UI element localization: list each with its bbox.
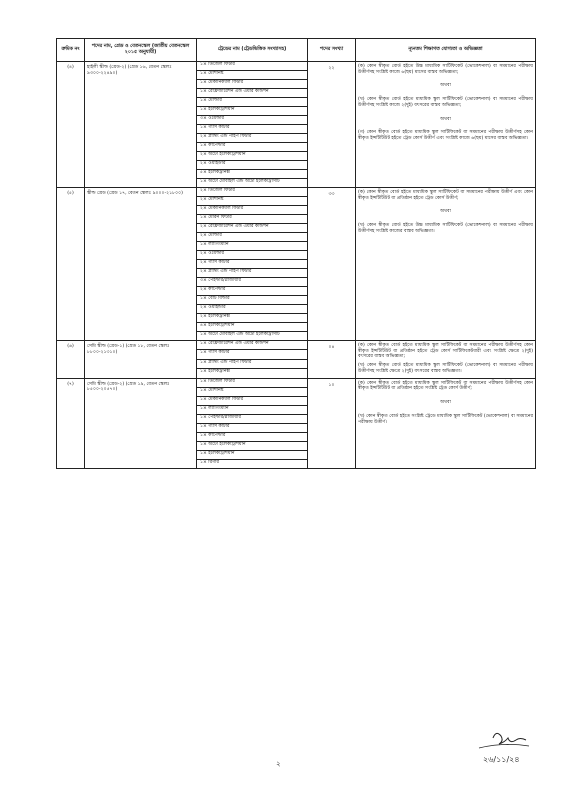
trade-cell: ১× ল্যাগিংম্যান <box>197 405 308 414</box>
post-cell: হাইলী স্কীল্ড (গ্রেড-২) (গ্রেড ১৬, বেতন স্কেলঃ ৯৩০০-২২৪৯০) <box>85 62 197 188</box>
trade-cell: ১× ইলেকট্রিশিয়ান <box>197 450 308 459</box>
trade-cell: ২× অটো ইলেকট্রিশিয়ান <box>197 152 308 161</box>
qualification-text: (ক) কোন স্বীকৃত বোর্ড হইতে মাধ্যমিক স্কুল সার্টিফিকেট বা সমমানের পরীক্ষায় উত্তীর্ণসহ কোন স্বীকৃত ইন্সটিটিউট বা প্রতিষ্ঠান হইতে সংশ্লিষ্ট ট্রেড কোর্স উত্তীর্ণ; <box>358 380 533 392</box>
table-row <box>57 62 536 71</box>
trade-cell: ২× মেশিনিষ্ট <box>197 197 308 206</box>
table-row <box>57 378 536 387</box>
trade-cell: ২× কার্পেন্টার <box>197 287 308 296</box>
trade-cell: ১× পেইন্টার/গ্লাজীয়ার <box>197 414 308 423</box>
trade-cell: ১× ডিজেল ফিটার <box>197 378 308 387</box>
header-row <box>57 39 536 62</box>
trade-cell: ১× কার্পেন্টার <box>197 143 308 152</box>
trade-cell: ১× কার্পেন্টার <box>197 432 308 441</box>
trade-cell: ১× মেশিনিষ্ট <box>197 387 308 396</box>
trade-cell: ২× মোল্ডার <box>197 233 308 242</box>
trade-cell: ১× মেকানিক্যাল ফিটার <box>197 80 308 89</box>
signature-date: ২৬/১১/২৪ <box>483 755 520 764</box>
qualification-text: অথবা <box>440 209 451 215</box>
qualification-text: (খ) কোন স্বীকৃত বোর্ড হইতে সংশ্লিষ্ট ট্রেডে মাধ্যমিক স্কুল সার্টিফিকেট (ভোকেশনাল) বা সমমানের পরীক্ষায় উত্তীর্ণ। <box>358 413 533 425</box>
count-cell: ২২ <box>308 62 356 188</box>
trade-cell: ৪× ইলেকট্রিশিয়ান <box>197 323 308 332</box>
trade-cell: ১× ইলেকট্রনিক্স <box>197 369 308 378</box>
serial-cell: (৪) <box>57 62 85 188</box>
qualification-text: (খ) কোন স্বীকৃত বোর্ড হইতে উচ্চ মাধ্যমিক সার্টিফিকেট (ভোকেশনাল) বা সমমানের পরীক্ষায় উত্তীর্ণসহ সংশ্লিষ্ট কাজের বাস্তব অভিজ্ঞতা। <box>358 223 533 234</box>
serial-cell: (৬) <box>57 341 85 379</box>
trade-cell: ১× রেফ্রিজারেশন এন্ড এয়ার কন্ডিশন <box>197 341 308 350</box>
trade-cell: ৩× ওয়েল্ডার <box>197 116 308 125</box>
qualification-text: (ক) কোন স্বীকৃত বোর্ড হইতে উচ্চ মাধ্যমিক সার্টিফিকেট (ভোকেশনাল) বা সমমানের পরীক্ষায় উত্তীর্ণসহ সংশ্লিষ্ট কাজে ৬(ছয়) মাসের বাস্তব অভিজ্ঞতা; <box>358 64 533 75</box>
qualification-text: অথবা <box>440 83 451 89</box>
post-cell: স্কীল্ড গ্রেড (গ্রেড ১৭, বেতন স্কেলঃ ৯০০০-২১৮০০) <box>85 188 197 341</box>
qualification-text: অথবা <box>440 400 451 406</box>
trade-cell: ১× অটো মোবাইল এন্ড অটো ইলেকট্রিসিটি <box>197 332 308 341</box>
header-post: পদের নাম, গ্রেড ও বেতনস্কেল (জাতীয় বেতনস্কেল ২০১৫ অনুযায়ী) <box>85 39 197 62</box>
qualification-text: (খ) কোন স্বীকৃত বোর্ড হইতে মাধ্যমিক স্কুল সার্টিফিকেট (ভোকেশনাল) বা সমমানের পরীক্ষায় উত্তীর্ণসহ সংশ্লিষ্ট ক্ষেত্রে ২(দুই) বৎসরের বাস্তব অভিজ্ঞতা। <box>358 363 533 374</box>
serial-cell: (৫) <box>57 188 85 341</box>
post-cell: সেমি স্কীল্ড (গ্রেড-১) (গ্রেড ১৮, বেতন স্কেলঃ ৮৮০০-২১৩১০) <box>85 341 197 379</box>
qualification-cell <box>356 378 536 468</box>
trade-cell: ১× মোল্ডার <box>197 98 308 107</box>
page-number: ২ <box>276 760 281 768</box>
trade-cell: ১× গ্যাস কাটার <box>197 125 308 134</box>
trade-cell: ১× রিগার <box>197 459 308 468</box>
trade-cell: ১× অটো ইলেকট্রিশিয়ান <box>197 441 308 450</box>
header-qualification: ন্যূনতম শিক্ষাগত যোগ্যতা ও অভিজ্ঞতা <box>356 39 536 62</box>
trade-cell: ১× ডিজেল ফিটার <box>197 62 308 71</box>
table-row <box>57 341 536 350</box>
qualification-text: (গ) কোন স্বীকৃত বোর্ড হইতে মাধ্যমিক স্কুল সার্টিফিকেট বা সমমানের পরীক্ষায় উত্তীর্ণসহ কোন স্বীকৃত ইন্সটিটিউট হইতে ট্রেড কোর্স উত্তীর্ণ এবং সংশ্লিষ্ট কাজে ৬(ছয়) মাসের বাস্তব অভিজ্ঞতা। <box>358 130 533 142</box>
signature <box>473 716 533 776</box>
trade-cell: ১× অটো মোবাইল এন্ড অটো ইলেকট্রিসিটি <box>197 179 308 188</box>
qualification-cell <box>356 341 536 379</box>
count-cell: ০৪ <box>308 341 356 379</box>
trade-cell: ২× ওয়াইডার <box>197 161 308 170</box>
trade-cell: ২× প্লাম্বিং এন্ড পাইপ ফিটার <box>197 134 308 143</box>
qualification-cell <box>356 62 536 188</box>
trade-cell: ২× প্লাম্বিং এন্ড পাইপ ফিটার <box>197 269 308 278</box>
header-trade: ট্রেডের নাম (ট্রেডভিত্তিক সংখ্যাসহ) <box>197 39 308 62</box>
trade-cell: ২× গ্যাস কাটার <box>197 260 308 269</box>
header-sl: ক্রমিক নং <box>57 39 85 62</box>
qualification-text: (খ) কোন স্বীকৃত বোর্ড হইতে মাধ্যমিক স্কুল সার্টিফিকেট (ভোকেশনাল) বা সমমানের পরীক্ষায় উত্তীর্ণসহ সংশ্লিষ্ট কাজে ২(দুই) বৎসরের বাস্তব অভিজ্ঞতা; <box>358 97 533 108</box>
qualification-cell <box>356 188 536 341</box>
trade-cell: ২× মেকানিক্যাল ফিটার <box>197 206 308 215</box>
trade-cell: ১× গ্যাস কাটার <box>197 423 308 432</box>
trade-cell: ১× ইলেকট্রিশিয়ান <box>197 107 308 116</box>
table-row <box>57 188 536 197</box>
trade-cell: ২× ওয়াইন্ডার <box>197 305 308 314</box>
header-count: পদের সংখ্যা <box>308 39 356 62</box>
count-cell: ৩৩ <box>308 188 356 341</box>
trade-cell: ১× বোট বিল্ডার <box>197 296 308 305</box>
trade-cell: ১× মেকানিক্যাল ফিটার <box>197 396 308 405</box>
serial-cell: (৭) <box>57 378 85 468</box>
trade-cell: ২× ডিজেল ফিটার <box>197 188 308 197</box>
trade-cell: ১× গ্যাস কাটার <box>197 350 308 359</box>
qualification-text: (ক) কোন স্বীকৃত বোর্ড হইতে মাধ্যমিক স্কুল সার্টিফিকেট বা সমমানের পরীক্ষায় উত্তীর্ণসহ কোন স্বীকৃত ইন্সটিটিউট বা প্রতিষ্ঠান হইতে ট্রেড কোর্স সার্টিফিকেটধারী এবং সংশ্লিষ্ট ক্ষেত্রে ২(দুই) বৎসরের বাস্তব অভিজ্ঞতা; <box>358 343 533 360</box>
trade-cell: ৫× ইলেকট্রনিক্স <box>197 170 308 179</box>
trade-cell: ২× ওয়েল্ডার <box>197 251 308 260</box>
recruitment-table <box>56 38 536 469</box>
trade-cell: ১× রেফ্রিজারেশন এন্ড এয়ার কন্ডিশন <box>197 89 308 98</box>
trade-cell: ১× ল্যাগিংম্যান <box>197 242 308 251</box>
trade-cell: ১× মেশিনিষ্ট <box>197 71 308 80</box>
qualification-text: অথবা <box>440 116 451 122</box>
trade-cell: ৩× পেইন্টার/গ্লাজীয়ার <box>197 278 308 287</box>
trade-cell: ১× প্লাম্বিং এন্ড পাইপ ফিটার <box>197 359 308 368</box>
trade-cell: ২× ইলেকট্রনিক্স <box>197 314 308 323</box>
trade-cell: ১× মেরিন ফিটার <box>197 215 308 224</box>
post-cell: সেমি স্কীল্ড (গ্রেড-২) (গ্রেড ১৯, বেতন স্কেলঃ ৮৫০০-২০৫৭০) <box>85 378 197 468</box>
qualification-text: (ক) কোন স্বীকৃত বোর্ড হইতে মাধ্যমিক স্কুল সার্টিফিকেট বা সমমানের পরীক্ষায় উত্তীর্ণ এবং কোন স্বীকৃত ইন্সটিটিউট বা প্রতিষ্ঠান হইতে ট্রেড কোর্স উত্তীর্ণ; <box>358 190 533 201</box>
trade-cell: ২× রেফ্রিজারেশন এন্ড এয়ার কন্ডিশন <box>197 224 308 233</box>
count-cell: ১০ <box>308 378 356 468</box>
